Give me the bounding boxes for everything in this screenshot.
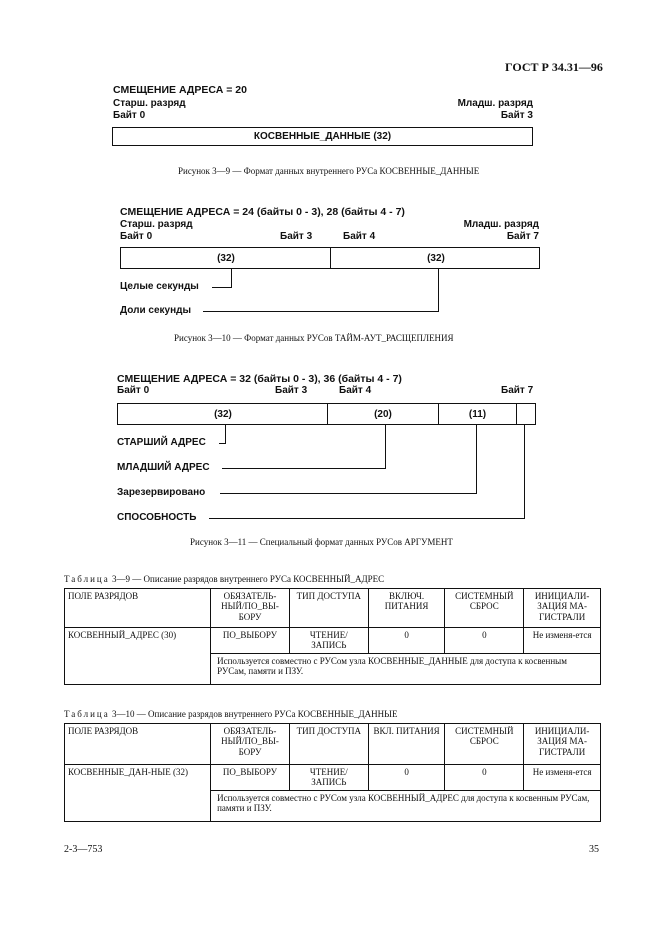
fig10-byte7-label: Байт 7 bbox=[506, 231, 539, 242]
fig11-offset: СМЕЩЕНИЕ АДРЕСА = 32 (байты 0 - 3), 36 (байты 4 - 7) bbox=[117, 373, 402, 385]
fig10-leader-seconds-v bbox=[231, 269, 232, 287]
fig10-label-seconds: Целые секунды bbox=[120, 281, 199, 292]
table9-header-access: ТИП ДОСТУПА bbox=[289, 589, 368, 628]
fig10-offset: СМЕЩЕНИЕ АДРЕСА = 24 (байты 0 - 3), 28 (байты 4 - 7) bbox=[120, 206, 405, 218]
page-number: 35 bbox=[589, 844, 599, 855]
table10-cell-poweron: 0 bbox=[368, 765, 445, 791]
table9-title-prefix: Таблица bbox=[64, 574, 110, 584]
fig11-leader-reserved-v bbox=[476, 425, 477, 493]
fig10-leader-seconds-h bbox=[212, 287, 232, 288]
table10-header-row bbox=[65, 724, 601, 765]
fig11-leader-capability-v bbox=[524, 425, 525, 518]
table10-cell-access: ЧТЕНИЕ/ ЗАПИСЬ bbox=[289, 765, 368, 791]
fig10-msb-label: Старш. разряд bbox=[120, 219, 193, 230]
fig10-byte3-label: Байт 3 bbox=[280, 231, 313, 242]
footer-code: 2-3—753 bbox=[64, 844, 103, 855]
fig11-label-low: МЛАДШИЙ АДРЕС bbox=[117, 462, 210, 473]
fig11-leader-capability-h bbox=[209, 518, 525, 519]
fig10-register-box bbox=[120, 247, 540, 269]
fig10-lsb-label: Младш. разряд bbox=[463, 219, 539, 230]
document-code: ГОСТ Р 34.31—96 bbox=[505, 60, 603, 74]
fig9-register-box bbox=[112, 127, 533, 146]
table-row bbox=[65, 628, 601, 654]
fig11-label-capability: СПОСОБНОСТЬ bbox=[117, 512, 197, 523]
table10 bbox=[64, 723, 601, 822]
table10-cell-reset: 0 bbox=[445, 765, 524, 791]
table10-header-businit: ИНИЦИАЛИ-ЗАЦИЯ МА-ГИСТРАЛИ bbox=[524, 724, 601, 765]
table10-cell-businit: Не изменя-ется bbox=[524, 765, 601, 791]
fig11-leader-reserved-h bbox=[220, 493, 477, 494]
fig11-divider-3 bbox=[516, 404, 517, 424]
fig9-field-label: КОСВЕННЫЕ_ДАННЫЕ (32) bbox=[253, 131, 392, 142]
fig10-byte0-label: Байт 0 bbox=[120, 231, 153, 242]
table10-cell-field: КОСВЕННЫЕ_ДАН-НЫЕ (32) bbox=[65, 765, 211, 822]
table9-cell-access: ЧТЕНИЕ/ ЗАПИСЬ bbox=[289, 628, 368, 654]
table-row bbox=[65, 765, 601, 791]
table9-title-rest: 3—9 — Описание разрядов внутреннего РУСа КОСВЕННЫЙ_АДРЕС bbox=[109, 574, 385, 584]
table9-header-field: ПОЛЕ РАЗРЯДОВ bbox=[65, 589, 211, 628]
fig9-msb-label: Старш. разряд bbox=[113, 98, 186, 109]
table10-title-prefix: Таблица bbox=[64, 709, 110, 719]
table9-header-businit: ИНИЦИАЛИ-ЗАЦИЯ МА-ГИСТРАЛИ bbox=[524, 589, 601, 628]
fig10-caption: Рисунок 3—10 — Формат данных РУСов ТАЙМ-АУТ_РАСЩЕПЛЕНИЯ bbox=[174, 333, 454, 343]
fig9-byte0-label: Байт 0 bbox=[113, 110, 146, 121]
fig11-leader-high-h bbox=[219, 443, 226, 444]
fig11-byte7-label: Байт 7 bbox=[501, 385, 534, 396]
fig11-label-high: СТАРШИЙ АДРЕС bbox=[117, 437, 206, 448]
table9 bbox=[64, 588, 601, 685]
fig11-leader-high-v bbox=[225, 425, 226, 443]
table9-header-mandatory: ОБЯЗАТЕЛЬ-НЫЙ/ПО_ВЫ-БОРУ bbox=[211, 589, 290, 628]
fig10-label-fraction: Доли секунды bbox=[120, 305, 192, 316]
table10-title bbox=[64, 709, 397, 719]
fig10-leader-fraction-v bbox=[438, 269, 439, 311]
fig11-leader-low-v bbox=[385, 425, 386, 468]
table10-title-rest: 3—10 — Описание разрядов внутреннего РУСа КОСВЕННЫЕ_ДАННЫЕ bbox=[109, 709, 398, 719]
fig11-label-reserved: Зарезервировано bbox=[117, 487, 206, 498]
fig11-cell-low: (20) bbox=[374, 408, 392, 420]
table9-header-reset: СИСТЕМНЫЙ СБРОС bbox=[445, 589, 524, 628]
fig10-cell-seconds: (32) bbox=[217, 252, 235, 264]
fig11-cell-high: (32) bbox=[214, 408, 232, 420]
table9-title bbox=[64, 574, 384, 584]
fig10-leader-fraction-h bbox=[203, 311, 439, 312]
table9-cell-reset: 0 bbox=[445, 628, 524, 654]
table9-header-row bbox=[65, 589, 601, 628]
fig10-cell-fraction: (32) bbox=[427, 252, 445, 264]
fig9-offset: СМЕЩЕНИЕ АДРЕСА = 20 bbox=[113, 84, 247, 96]
table10-note: Используется совместно с РУСом узла КОСВЕННЫЙ_АДРЕС для доступа к косвенным РУСам, памяти и ПЗУ. bbox=[211, 790, 601, 821]
table10-header-poweron: ВКЛ. ПИТАНИЯ bbox=[368, 724, 445, 765]
fig11-cell-reserved: (11) bbox=[468, 408, 487, 420]
table9-cell-businit: Не изменя-ется bbox=[524, 628, 601, 654]
fig11-leader-low-h bbox=[222, 468, 386, 469]
table9-cell-poweron: 0 bbox=[368, 628, 445, 654]
table9-note: Используется совместно с РУСом узла КОСВЕННЫЕ_ДАННЫЕ для доступа к косвенным РУСам, памяти и ПЗУ. bbox=[211, 653, 601, 684]
table10-cell-mandatory: ПО_ВЫБОРУ bbox=[211, 765, 290, 791]
fig11-register-box bbox=[117, 403, 536, 425]
fig11-caption: Рисунок 3—11 — Специальный формат данных РУСов АРГУМЕНТ bbox=[190, 537, 453, 547]
table10-header-access: ТИП ДОСТУПА bbox=[289, 724, 368, 765]
table9-header-poweron: ВКЛЮЧ. ПИТАНИЯ bbox=[368, 589, 445, 628]
table10-header-mandatory: ОБЯЗАТЕЛЬ-НЫЙ/ПО_ВЫ-БОРУ bbox=[211, 724, 290, 765]
fig11-byte3-label: Байт 3 bbox=[275, 385, 308, 396]
fig9-byte3-label: Байт 3 bbox=[500, 110, 533, 121]
fig9-lsb-label: Младш. разряд bbox=[457, 98, 533, 109]
table9-cell-mandatory: ПО_ВЫБОРУ bbox=[211, 628, 290, 654]
fig11-byte0-label: Байт 0 bbox=[117, 385, 150, 396]
fig9-caption: Рисунок 3—9 — Формат данных внутреннего РУСа КОСВЕННЫЕ_ДАННЫЕ bbox=[178, 166, 480, 176]
table9-cell-field: КОСВЕННЫЙ_АДРЕС (30) bbox=[65, 628, 211, 685]
fig10-byte4-label: Байт 4 bbox=[343, 231, 376, 242]
fig11-byte4-label: Байт 4 bbox=[339, 385, 372, 396]
table10-header-reset: СИСТЕМНЫЙ СБРОС bbox=[445, 724, 524, 765]
table10-header-field: ПОЛЕ РАЗРЯДОВ bbox=[65, 724, 211, 765]
